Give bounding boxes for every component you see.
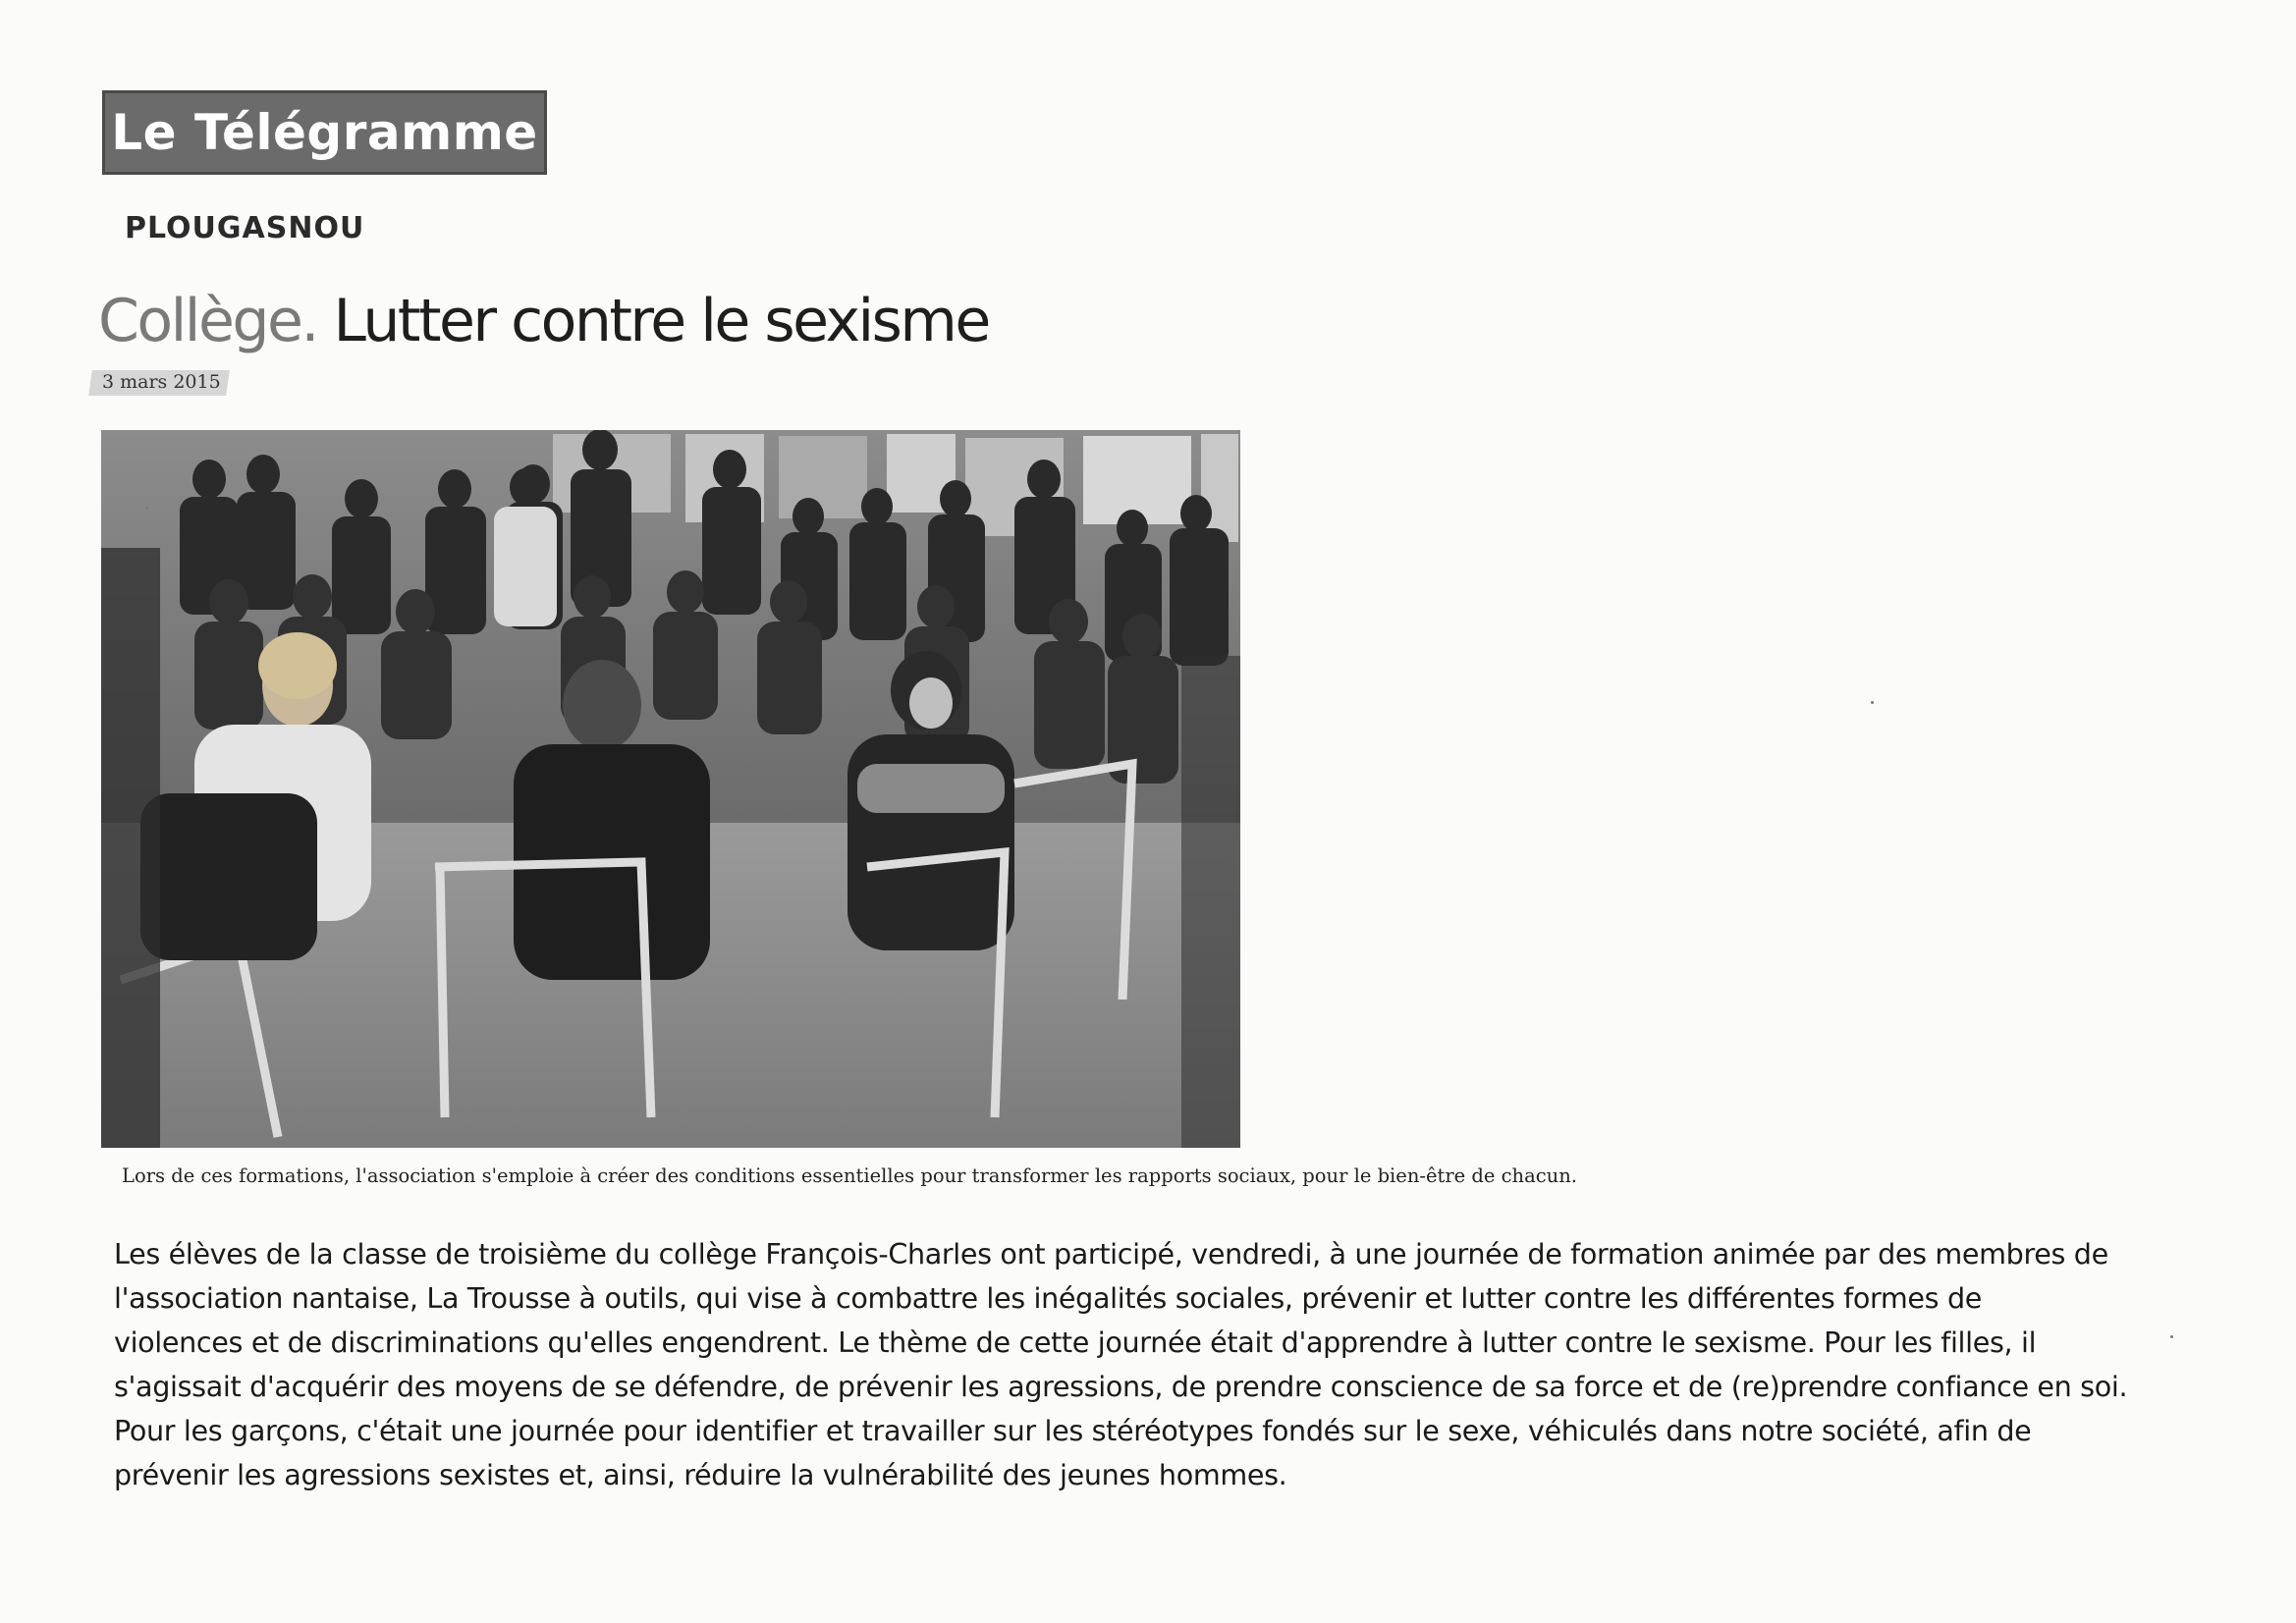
headline-main: Lutter contre le sexisme — [333, 287, 989, 355]
scan-speck — [2170, 1335, 2173, 1338]
scan-speck — [1871, 701, 1874, 704]
classroom-photo — [101, 430, 1240, 1148]
body-line: violences et de discriminations qu'elles engendrent. Le thème de cette journée était d'apprendre à lutter contre le sexisme. Pour les filles, il — [114, 1325, 2037, 1359]
headline-kicker: Collège. — [98, 287, 317, 355]
classroom-photo-illustration — [101, 430, 1240, 1148]
article-locality: PLOUGASNOU — [125, 211, 365, 245]
body-line: l'association nantaise, La Trousse à outils, qui vise à combattre les inégalités sociales, prévenir et lutter contre les différentes formes de — [114, 1281, 1982, 1315]
article-headline — [98, 287, 989, 355]
masthead-title: Le Télégramme — [111, 104, 538, 161]
body-line: Les élèves de la classe de troisième du collège François-Charles ont participé, vendredi, à une journée de formation animée par des membres de — [114, 1237, 2108, 1271]
scan-speck — [145, 507, 148, 510]
body-line: Pour les garçons, c'était une journée pour identifier et travailler sur les stéréotypes fondés sur le sexe, véhiculés dans notre société, afin de — [114, 1414, 2032, 1447]
newspaper-masthead — [102, 90, 547, 175]
body-line: prévenir les agressions sexistes et, ainsi, réduire la vulnérabilité des jeunes hommes. — [114, 1458, 1287, 1491]
photo-caption: Lors de ces formations, l'association s'emploie à créer des conditions essentielles pour transformer les rapports sociaux, pour le bien-être de chacun. — [122, 1164, 1577, 1187]
article-body — [114, 1232, 2137, 1497]
body-line: s'agissait d'acquérir des moyens de se défendre, de prévenir les agressions, de prendre conscience de sa force et de (re)prendre confiance en soi. — [114, 1370, 2128, 1403]
article-date: 3 mars 2015 — [102, 371, 221, 393]
